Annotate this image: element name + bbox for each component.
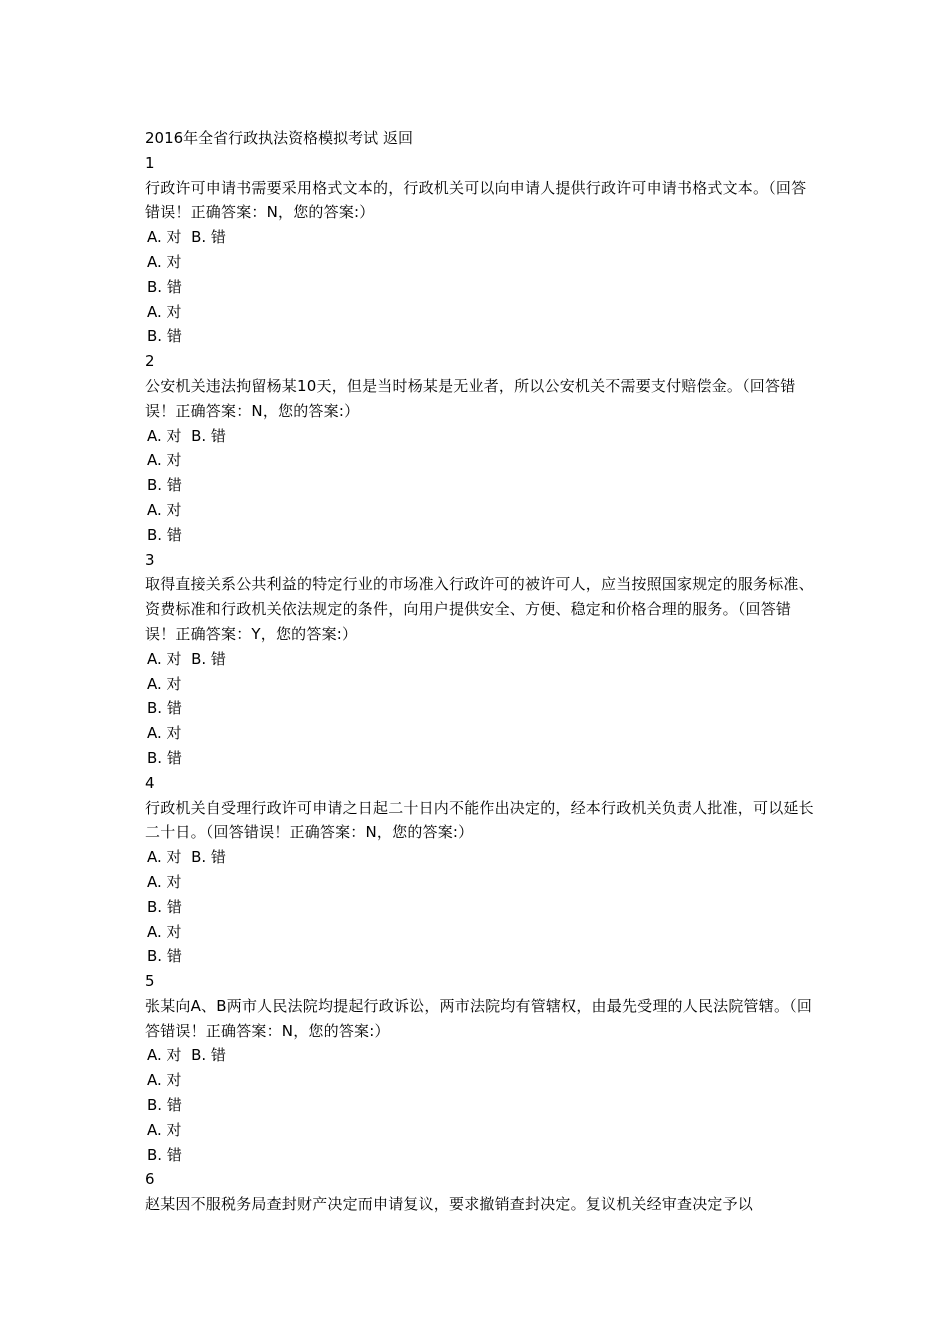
- option-b[interactable]: B. 错: [147, 897, 182, 916]
- question-item: [145, 1167, 815, 1217]
- option-b[interactable]: B. 错: [147, 699, 182, 718]
- option-a[interactable]: A. 对: [147, 302, 182, 321]
- question-number: 6: [145, 1170, 155, 1189]
- question-number: 4: [145, 773, 155, 792]
- question-number: 3: [145, 550, 155, 569]
- options-line: A. 对 B. 错: [147, 228, 226, 247]
- question-item: [145, 151, 815, 349]
- question-text: 取得直接关系公共利益的特定行业的市场准入行政许可的被许可人，应当按照国家规定的服务标准、资费标准和行政机关依法规定的条件，向用户提供安全、方便、稳定和价格合理的服务。（回答错误！正确答案：Y，您的答案:）: [145, 575, 814, 643]
- option-a[interactable]: A. 对: [147, 252, 182, 271]
- option-b[interactable]: B. 错: [147, 748, 182, 767]
- option-b[interactable]: B. 错: [147, 327, 182, 346]
- question-text: 公安机关违法拘留杨某10天，但是当时杨某是无业者，所以公安机关不需要支付赔偿金。（回答错误！正确答案：N，您的答案:）: [145, 376, 796, 420]
- options-line: A. 对 B. 错: [147, 426, 226, 445]
- question-item: [145, 771, 815, 969]
- options-line: A. 对 B. 错: [147, 1046, 226, 1065]
- question-item: [145, 969, 815, 1167]
- page-title: 2016年全省行政执法资格模拟考试: [145, 129, 379, 147]
- question-item: [145, 548, 815, 771]
- question-text: 行政许可申请书需要采用格式文本的，行政机关可以向申请人提供行政许可申请书格式文本。（回答错误！正确答案：N，您的答案:）: [145, 178, 807, 222]
- option-b[interactable]: B. 错: [147, 1096, 182, 1115]
- option-a[interactable]: A. 对: [147, 922, 182, 941]
- option-a[interactable]: A. 对: [147, 500, 182, 519]
- option-b[interactable]: B. 错: [147, 476, 182, 495]
- option-a[interactable]: A. 对: [147, 1120, 182, 1139]
- option-a[interactable]: A. 对: [147, 674, 182, 693]
- options-line: A. 对 B. 错: [147, 649, 226, 668]
- question-number: 5: [145, 972, 155, 991]
- option-a[interactable]: A. 对: [147, 451, 182, 470]
- question-text: 赵某因不服税务局查封财产决定而申请复议，要求撤销查封决定。复议机关经审查决定予以: [145, 1195, 754, 1214]
- option-b[interactable]: B. 错: [147, 525, 182, 544]
- exam-page: [145, 126, 815, 1217]
- question-text: 行政机关自受理行政许可申请之日起二十日内不能作出决定的，经本行政机关负责人批准，可以延长二十日。（回答错误！正确答案：N，您的答案:）: [145, 798, 814, 842]
- question-number: 1: [145, 153, 155, 172]
- question-text: 张某向A、B两市人民法院均提起行政诉讼，两市法院均有管辖权，由最先受理的人民法院管辖。（回答错误！正确答案：N，您的答案:）: [145, 996, 813, 1040]
- option-b[interactable]: B. 错: [147, 277, 182, 296]
- option-a[interactable]: A. 对: [147, 724, 182, 743]
- option-b[interactable]: B. 错: [147, 1145, 182, 1164]
- option-b[interactable]: B. 错: [147, 947, 182, 966]
- question-item: [145, 349, 815, 547]
- options-line: A. 对 B. 错: [147, 848, 226, 867]
- back-link[interactable]: 返回: [382, 129, 413, 147]
- question-number: 2: [145, 352, 155, 371]
- option-a[interactable]: A. 对: [147, 1071, 182, 1090]
- page-header: [145, 126, 815, 151]
- option-a[interactable]: A. 对: [147, 872, 182, 891]
